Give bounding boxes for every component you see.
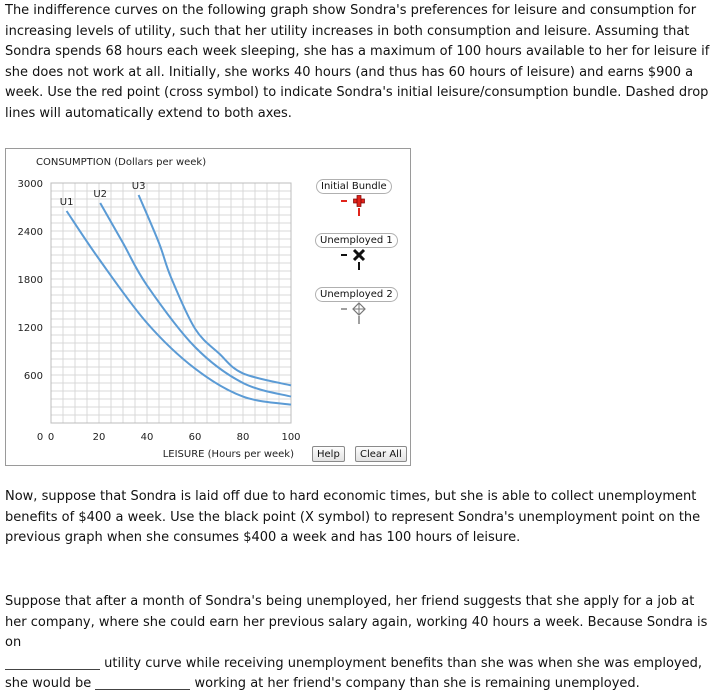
unemployed-1-tool[interactable]	[341, 250, 364, 270]
curve-u1	[67, 211, 291, 405]
unemployed-paragraph: Now, suppose that Sondra is laid off due to hard economic times, but she is able to collect unemployment benefits of $400 a week. Use the black point (X symbol) to represent Sondra's unemployment point on the previous graph when she consumes $400 a week and has 100 hours of leisure.	[5, 489, 701, 546]
initial-bundle-label[interactable]: Initial Bundle	[316, 179, 392, 194]
question-part-3: working at her friend's company than she is remaining unemployed.	[194, 676, 640, 692]
curve-label-u2: U2	[93, 189, 108, 200]
y-origin-tick-label: 0	[36, 432, 44, 443]
y-tick-label: 1800	[17, 275, 43, 286]
utility-curve-blank[interactable]	[5, 655, 100, 670]
curve-u3	[139, 195, 291, 385]
unemployed-2-label[interactable]: Unemployed 2	[315, 287, 398, 302]
red-cross-icon	[354, 196, 365, 207]
clear-all-button[interactable]: Clear All	[355, 446, 407, 462]
curves	[67, 195, 291, 405]
y-tick-label: 1200	[17, 323, 43, 334]
unemployed-1-label[interactable]: Unemployed 1	[315, 233, 398, 248]
x-tick-label: 20	[92, 432, 106, 443]
question-paragraph	[5, 592, 717, 695]
x-tick-label: 0	[47, 432, 55, 443]
curve-label-u3: U3	[131, 181, 146, 192]
black-x-icon	[354, 250, 364, 260]
better-worse-blank[interactable]	[95, 675, 190, 690]
y-tick-label: 2400	[17, 227, 43, 238]
y-tick-label: 3000	[17, 179, 43, 190]
x-tick-label: 100	[281, 432, 301, 443]
y-tick-label: 600	[23, 371, 43, 382]
question-part-2: utility curve while receiving unemployment benefits than she was when she was employed, she would be	[5, 655, 702, 692]
indifference-chart[interactable]	[5, 148, 411, 466]
unemployed-2-tool[interactable]	[341, 303, 365, 324]
curve-labels	[60, 181, 146, 208]
y-axis-label: CONSUMPTION (Dollars per week)	[36, 157, 207, 168]
question-part-1: Suppose that after a month of Sondra's being unemployed, her friend suggests that she apply for a job at her company, where she could earn her previous salary again, working 40 hours a week. Because Sondra is on	[5, 594, 708, 651]
help-button[interactable]: Help	[312, 446, 345, 462]
x-tick-label: 40	[140, 432, 154, 443]
intro-paragraph: The indifference curves on the following graph show Sondra's preferences for leisure and consumption for increasing levels of utility, such that her utility increases in both consumption and leisure. Assuming that Sondra spends 68 hours each week sleeping, she has a maximum of 100 hours available to her for leisure if she does not work at all. Initially, she works 40 hours (and thus has 60 hours of leisure) and earns $900 a week. Use the red point (cross symbol) to indicate Sondra's initial leisure/consumption bundle. Dashed drop lines will automatically extend to both axes.	[5, 3, 710, 121]
curve-label-u1: U1	[59, 197, 74, 208]
x-tick-label: 60	[188, 432, 202, 443]
x-axis-label: LEISURE (Hours per week)	[162, 449, 294, 460]
gray-diamond-icon	[353, 303, 365, 315]
x-tick-label: 80	[236, 432, 250, 443]
initial-bundle-tool[interactable]	[341, 196, 365, 217]
